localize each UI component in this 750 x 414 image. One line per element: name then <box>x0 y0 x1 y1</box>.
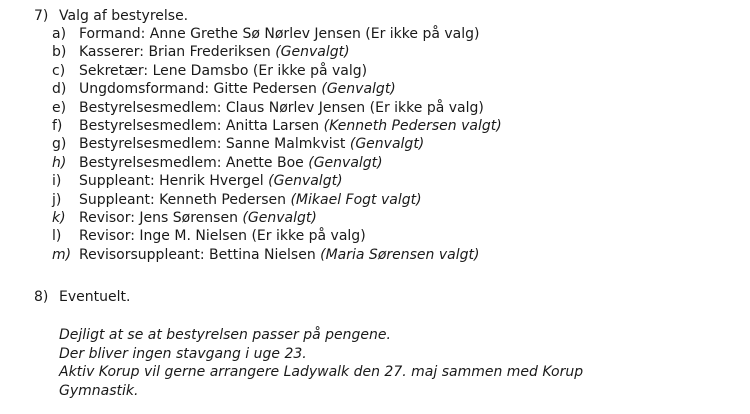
list-marker: h) <box>52 154 67 171</box>
list-marker: j) <box>52 191 62 208</box>
election-status: (Genvalgt) <box>349 136 425 153</box>
list-marker: e) <box>52 99 67 116</box>
note-line: Dejligt at se at bestyrelsen passer på pengene. <box>59 327 391 343</box>
list-item-text <box>79 227 366 245</box>
election-status: (Genvalgt) <box>308 154 383 171</box>
section-8-number: 8) <box>34 289 49 305</box>
list-marker: c) <box>52 62 66 79</box>
section-8-title: Eventuelt. <box>59 289 131 305</box>
role-and-name: Sekretær: Lene Damsbo <box>79 62 249 79</box>
section-7-heading <box>34 8 188 24</box>
role-and-name: Revisor: Jens Sørensen <box>79 210 238 226</box>
election-status: (Er ikke på valg) <box>369 99 484 116</box>
role-and-name: Revisor: Inge M. Nielsen <box>79 228 247 245</box>
role-and-name: Suppleant: Henrik Hvergel <box>79 173 264 190</box>
list-item-text <box>79 99 484 117</box>
role-and-name: Bestyrelsesmedlem: Anette Boe <box>79 154 304 171</box>
note-line: Der bliver ingen stavgang i uge 23. <box>59 345 307 362</box>
election-status: (Genvalgt) <box>275 44 350 61</box>
election-status: (Er ikke på valg) <box>252 62 368 79</box>
list-item-text <box>79 135 424 153</box>
election-status: (Kenneth Pedersen valgt) <box>323 118 502 134</box>
role-and-name: Bestyrelsesmedlem: Claus Nørlev Jensen <box>79 99 366 116</box>
election-status: (Maria Sørensen valgt) <box>320 246 480 263</box>
list-item-text <box>79 43 350 61</box>
list-item-text <box>79 172 343 190</box>
list-marker: m) <box>52 246 72 263</box>
role-and-name: Revisorsuppleant: Bettina Nielsen <box>79 246 316 263</box>
list-marker: l) <box>52 228 62 245</box>
list-marker: a) <box>52 26 67 42</box>
election-status: (Er ikke på valg) <box>251 228 366 245</box>
list-item-text <box>79 62 367 80</box>
election-status: (Genvalgt) <box>268 173 343 190</box>
election-status: (Er ikke på valg) <box>365 26 480 42</box>
list-item-text <box>79 117 502 135</box>
election-status: (Mikael Fogt valgt) <box>290 191 422 208</box>
list-item-text <box>79 191 422 209</box>
list-item-text <box>79 209 317 227</box>
section-8-notes <box>59 326 583 401</box>
election-status: (Genvalgt) <box>321 81 396 98</box>
list-marker: g) <box>52 136 67 153</box>
list-marker: b) <box>52 44 67 61</box>
role-and-name: Suppleant: Kenneth Pedersen <box>79 191 287 208</box>
section-7-number: 7) <box>34 8 49 24</box>
role-and-name: Kasserer: Brian Frederiksen <box>79 44 271 61</box>
list-item-text <box>79 80 396 98</box>
note-line: Aktiv Korup vil gerne arrangere Ladywalk den 27. maj sammen med Korup <box>59 364 584 381</box>
list-item-text <box>79 154 383 172</box>
list-item-text <box>79 246 479 264</box>
role-and-name: Ungdomsformand: Gitte Pedersen <box>79 81 317 98</box>
role-and-name: Bestyrelsesmedlem: Sanne Malmkvist <box>79 136 346 153</box>
list-item-text <box>79 25 479 43</box>
role-and-name: Bestyrelsesmedlem: Anitta Larsen <box>79 118 320 134</box>
section-7-title: Valg af bestyrelse. <box>59 8 189 24</box>
section-8-heading <box>34 289 130 305</box>
list-marker: d) <box>52 81 67 98</box>
role-and-name: Formand: Anne Grethe Sø Nørlev Jensen <box>79 26 361 42</box>
list-marker: f) <box>52 118 63 134</box>
note-line: Gymnastik. <box>59 383 139 400</box>
list-marker: i) <box>52 173 62 190</box>
election-status: (Genvalgt) <box>242 210 317 226</box>
list-marker: k) <box>52 210 66 226</box>
